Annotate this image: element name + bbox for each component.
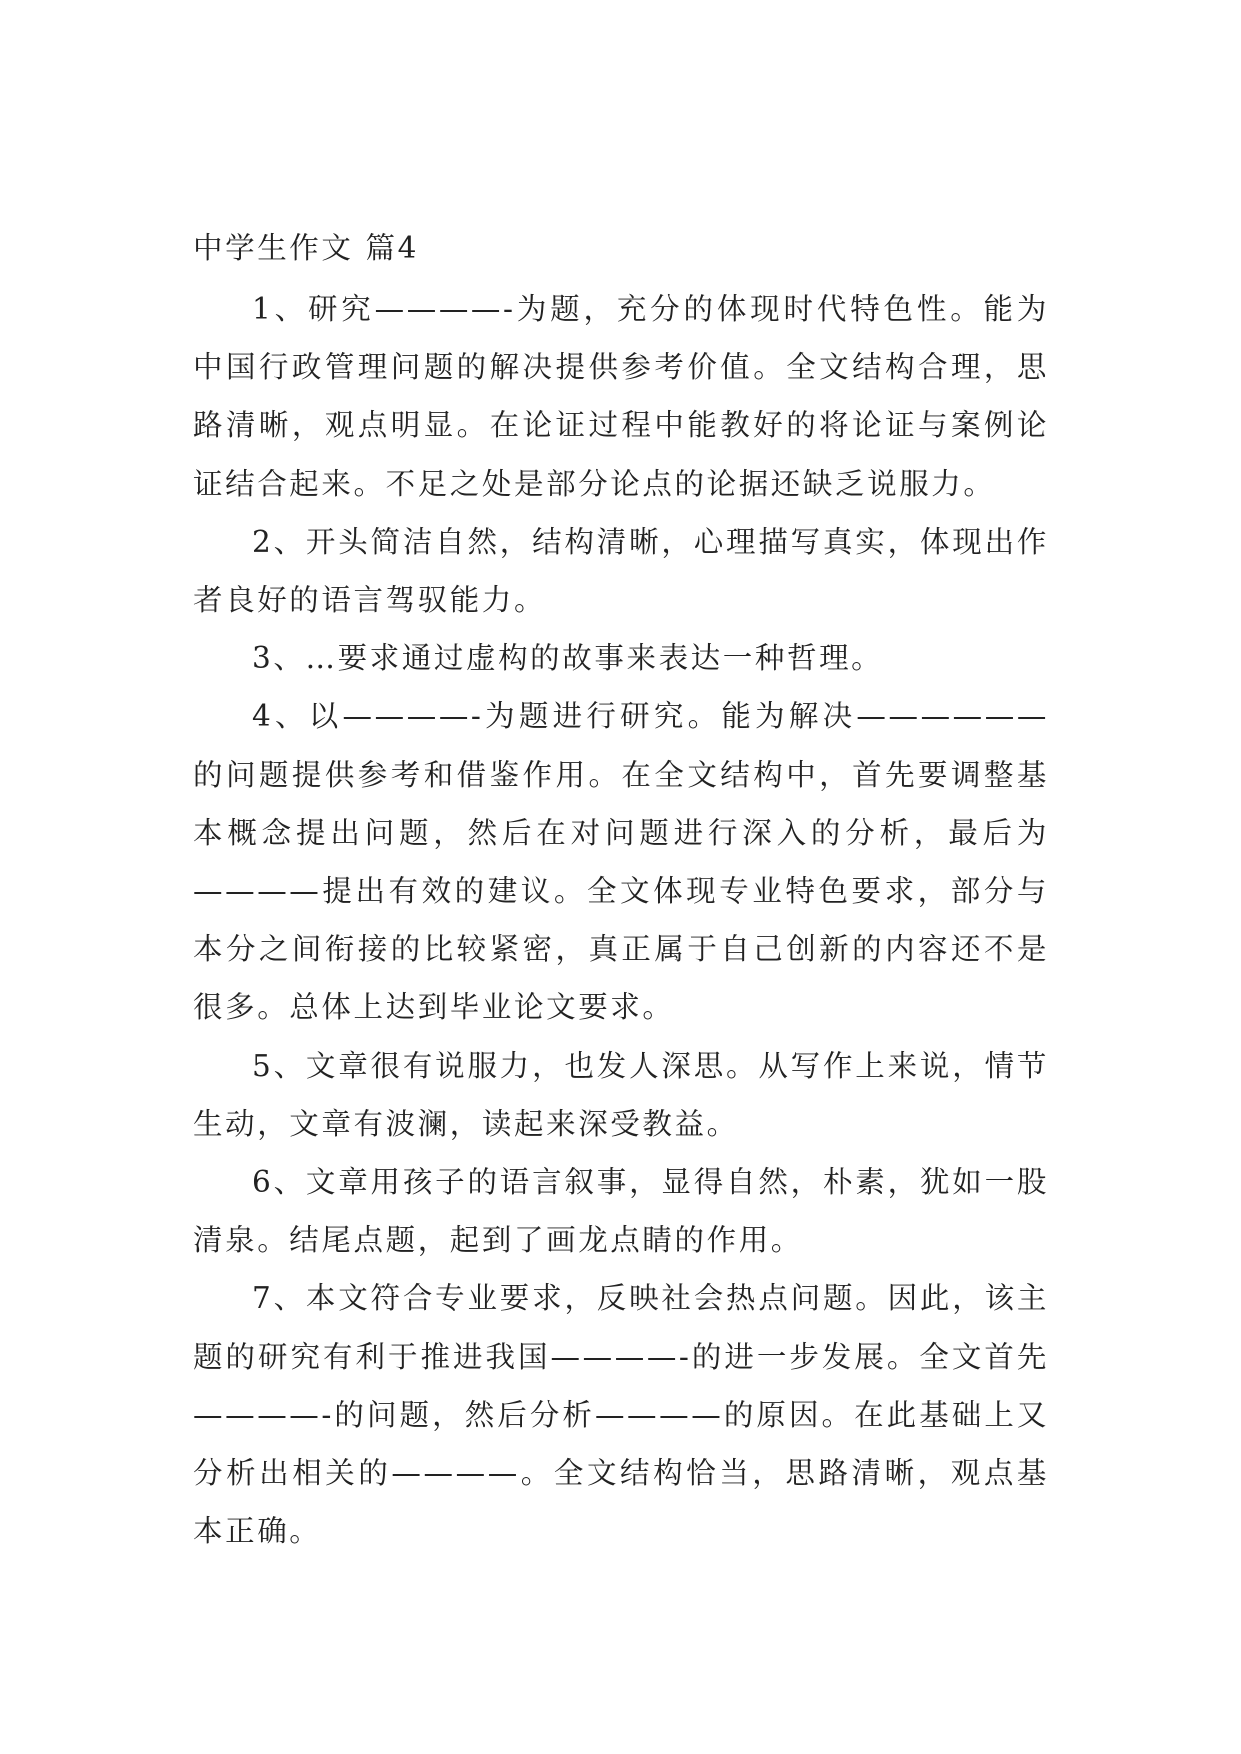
paragraph-4: 4、以————-为题进行研究。能为解决——————的问题提供参考和借鉴作用。在全文结构中，首先要调整基本概念提出问题，然后在对问题进行深入的分析，最后为————提出有效的建议。全文体现专业特色要求，部分与本分之间衔接的比较紧密，真正属于自己创新的内容还不是很多。总体上达到毕业论文要求。 bbox=[193, 699, 1049, 1025]
paragraph-7: 7、本文符合专业要求，反映社会热点问题。因此，该主题的研究有利于推进我国————-的进一步发展。全文首先————-的问题，然后分析————的原因。在此基础上又分析出相关的————。全文结构恰当，思路清晰，观点基本正确。 bbox=[193, 1281, 1049, 1549]
document-heading: 中学生作文 篇4 bbox=[193, 231, 419, 265]
document-body bbox=[193, 220, 1049, 1560]
paragraph-6: 6、文章用孩子的语言叙事，显得自然，朴素，犹如一股清泉。结尾点题，起到了画龙点睛的作用。 bbox=[193, 1165, 1049, 1258]
paragraph-2: 2、开头简洁自然，结构清晰，心理描写真实，体现出作者良好的语言驾驭能力。 bbox=[193, 524, 1049, 618]
paragraph-1: 1、研究————-为题，充分的体现时代特色性。能为中国行政管理问题的解决提供参考价值。全文结构合理，思路清晰，观点明显。在论证过程中能教好的将论证与案例论证结合起来。不足之处是部分论点的论据还缺乏说服力。 bbox=[193, 292, 1049, 501]
paragraph-3: 3、…要求通过虚构的故事来表达一种哲理。 bbox=[252, 641, 884, 676]
paragraph-5: 5、文章很有说服力，也发人深思。从写作上来说，情节生动，文章有波澜，读起来深受教益。 bbox=[193, 1048, 1049, 1141]
